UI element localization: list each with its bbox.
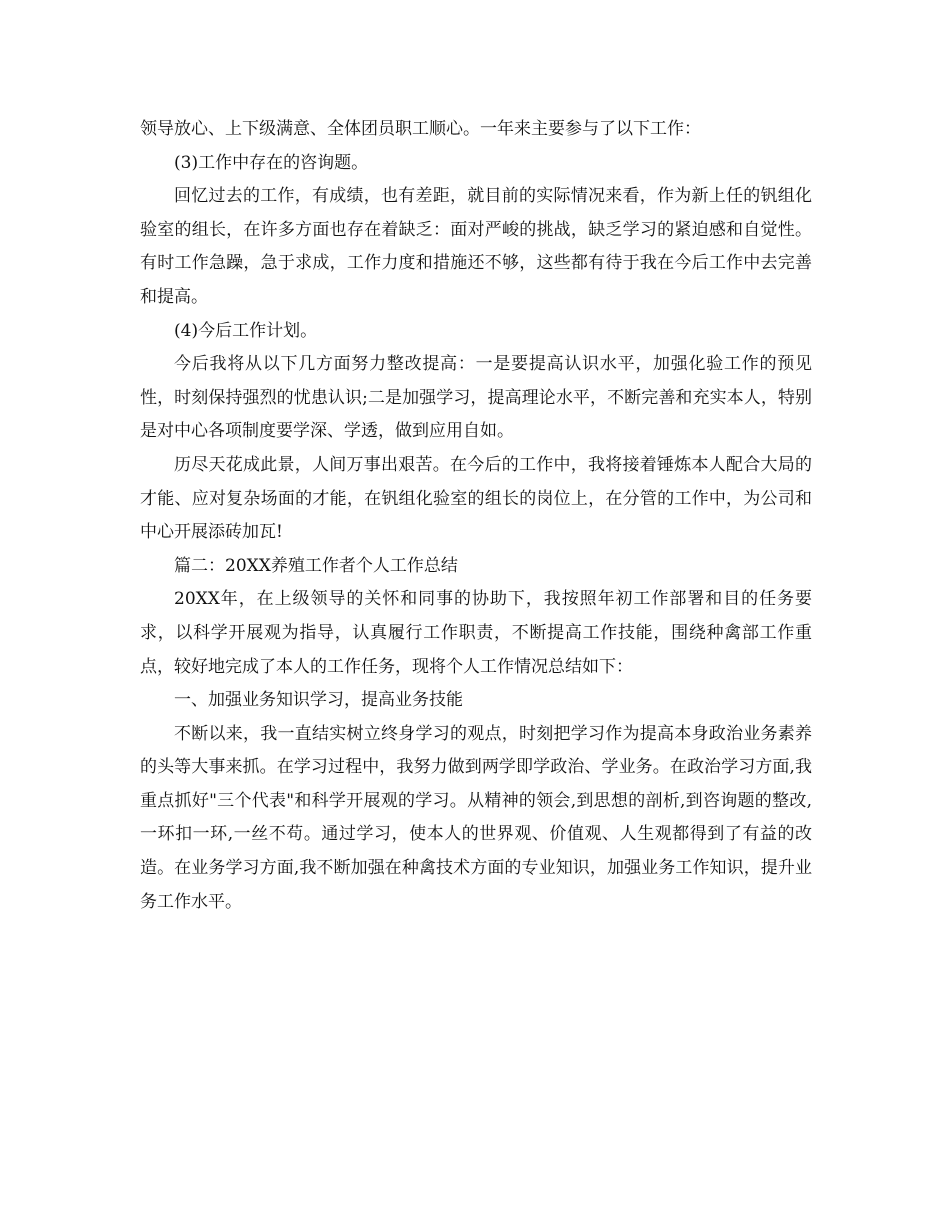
- section-heading-business-study: 一、加强业务知识学习，提高业务技能: [174, 690, 463, 711]
- paragraph-existing-problems: 回忆过去的工作，有成绩，也有差距，就目前的实际情况来看，作为新上任的钒组化验室的组长，在许多方面也存在着缺乏：面对严峻的挑战，缺乏学习的紧迫感和自觉性。有时工作急躁，急于求成，工作力度和措施还不够，这些都有待于我在今后工作中去完善和提高。: [140, 186, 812, 307]
- paragraph-future-plan: 今后我将从以下几方面努力整改提高：一是要提高认识水平，加强化验工作的预见性，时刻保持强烈的忧患认识;二是加强学习，提高理论水平，不断完善和充实本人，特别是对中心各项制度要学深、学透，做到应用自如。: [140, 354, 812, 442]
- article-two-title: 篇二：20XX养殖工作者个人工作总结: [174, 555, 458, 576]
- section-heading-existing-problems: (3)工作中存在的咨询题。: [174, 152, 369, 173]
- paragraph-intro-continuation: 领导放心、上下级满意、全体团员职工顺心。一年来主要参与了以下工作：: [140, 119, 701, 139]
- document-body: [140, 113, 812, 919]
- section-heading-future-plan: (4)今后工作计划。: [174, 320, 318, 341]
- paragraph-closing: 历尽天花成此景，人间万事出艰苦。在今后的工作中，我将接着锤炼本人配合大局的才能、应对复杂场面的才能，在钒组化验室的组长的岗位上，在分管的工作中，为公司和中心开展添砖加瓦!: [140, 454, 812, 543]
- paragraph-business-study: 不断以来，我一直结实树立终身学习的观点，时刻把学习作为提高本身政治业务素养的头等大事来抓。在学习过程中，我努力做到两学即学政治、学业务。在政治学习方面,我重点抓好"三个代表"和科学开展观的学习。从精神的领会,到思想的剖析,到咨询题的整改,一环扣一环,一丝不苟。通过学习，使本人的世界观、价值观、人生观都得到了有益的改造。在业务学习方面,我不断加强在种禽技术方面的专业知识，加强业务工作知识，提升业务工作水平。: [140, 723, 812, 912]
- paragraph-article-two-intro: 20XX年，在上级领导的关怀和同事的协助下，我按照年初工作部署和目的任务要求，以科学开展观为指导，认真履行工作职责，不断提高工作技能，围绕种禽部工作重点，较好地完成了本人的工作任务，现将个人工作情况总结如下：: [140, 589, 812, 677]
